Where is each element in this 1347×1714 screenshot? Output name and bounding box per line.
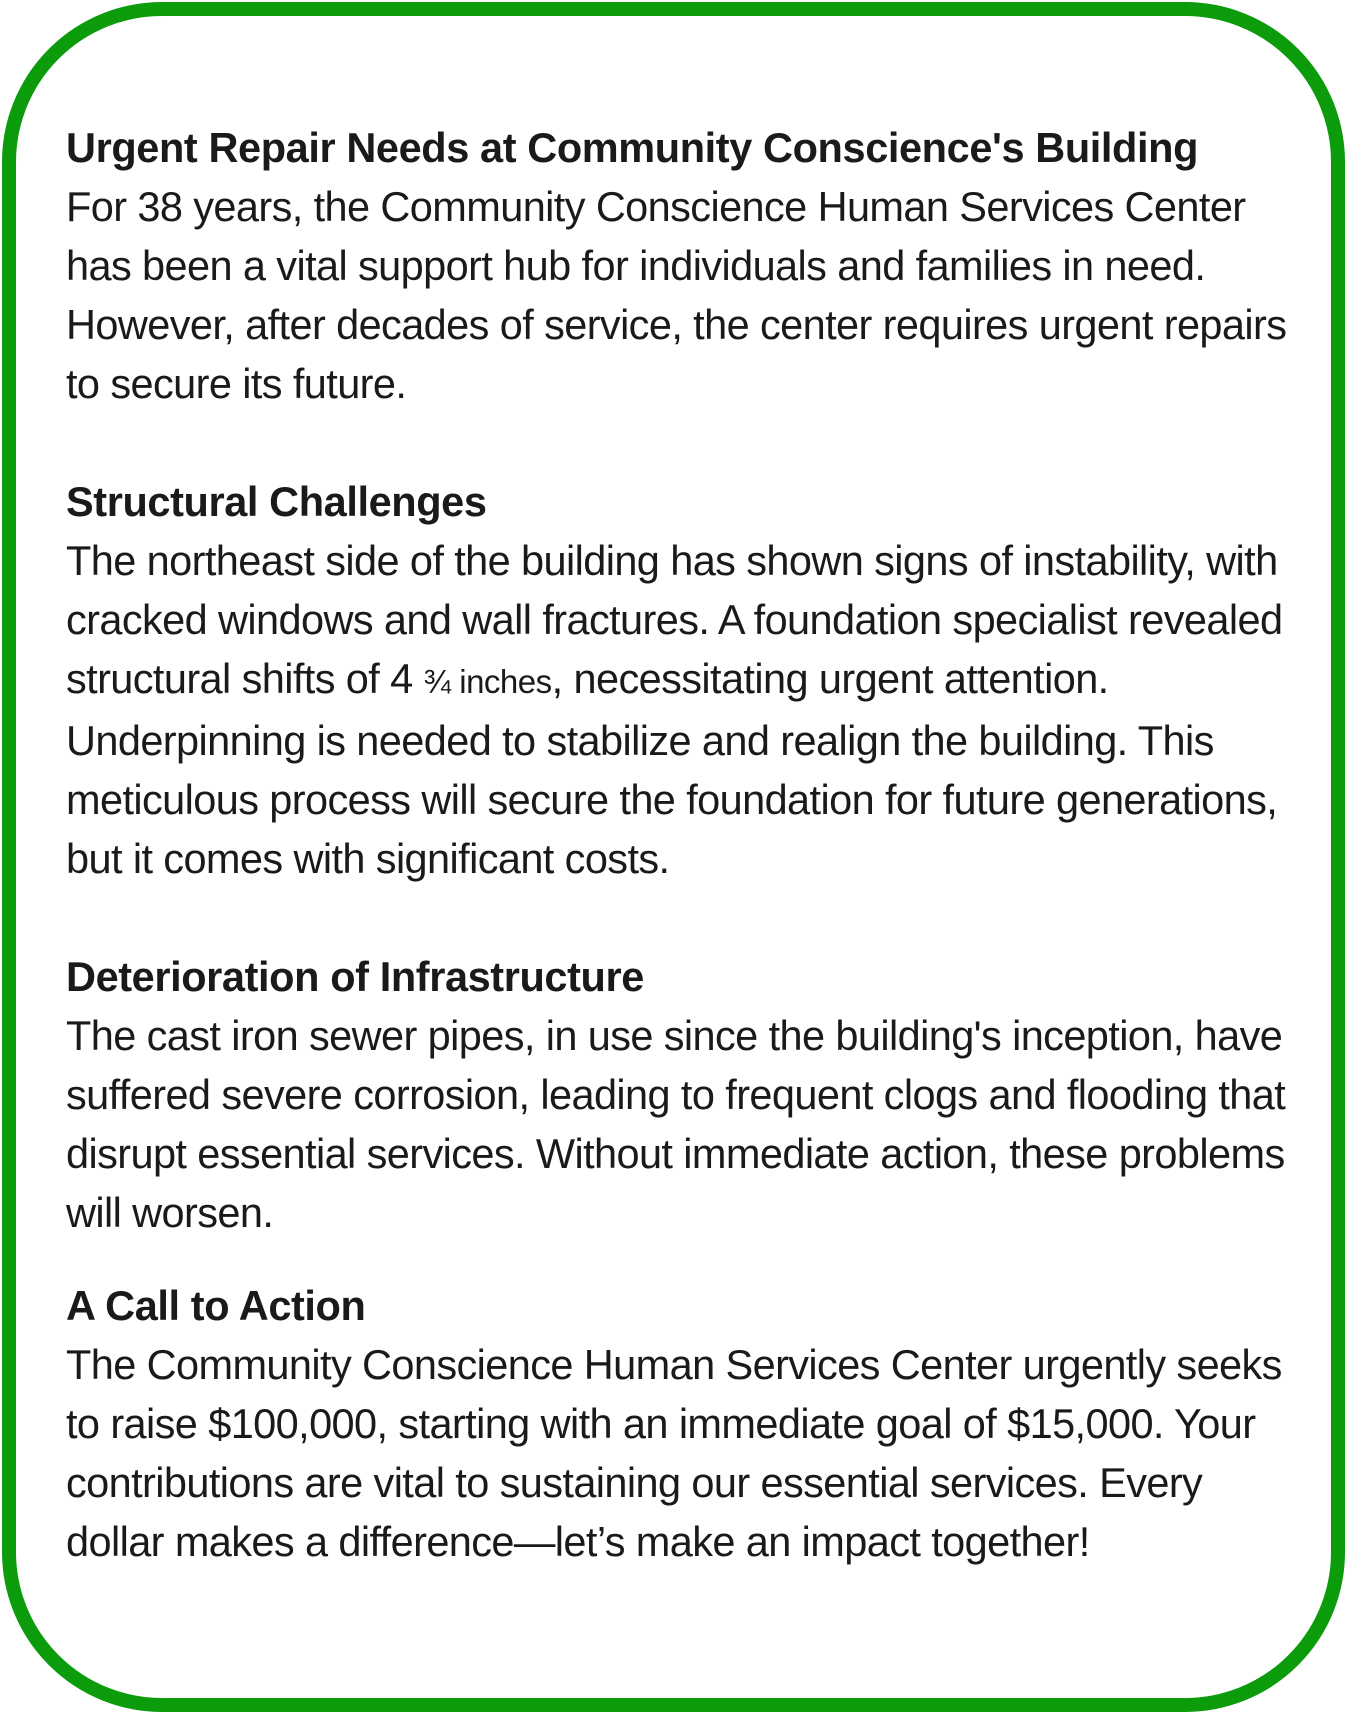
section-heading-call-to-action: A Call to Action bbox=[66, 1282, 366, 1329]
section-body-deterioration: The cast iron sewer pipes, in use since the building's inception, have suffered severe corrosion, leading to frequent clogs and flooding that disrupt essential services. Without immediate action, these problems will worsen. bbox=[66, 1012, 1286, 1236]
structural-measurement: ¾ inches bbox=[423, 663, 552, 700]
flyer-content bbox=[66, 118, 1306, 1571]
section-spacer bbox=[66, 888, 1306, 947]
section-body-urgent-repair: For 38 years, the Community Conscience Human Services Center has been a vital support hub for individuals and families in need. However, after decades of service, the center requires urgent repairs to secure its future. bbox=[66, 183, 1287, 407]
section-spacer bbox=[66, 413, 1306, 472]
section-body-call-to-action: The Community Conscience Human Services Center urgently seeks to raise $100,000, starting with an immediate goal of $15,000. Your contributions are vital to sustaining our essential services. Every dollar makes a difference—let’s make an impact together! bbox=[66, 1341, 1282, 1565]
section-spacer bbox=[66, 1242, 1306, 1276]
section-heading-deterioration: Deterioration of Infrastructure bbox=[66, 953, 644, 1000]
section-heading-structural-challenges: Structural Challenges bbox=[66, 478, 487, 525]
section-heading-urgent-repair: Urgent Repair Needs at Community Conscience's Building bbox=[66, 124, 1199, 171]
section-body-structural-challenges bbox=[66, 531, 1306, 888]
structural-text-start: The northeast side of the building has shown signs of instability, with cracked windows and wall fractures. A foundation specialist revealed structural shifts of 4 bbox=[66, 537, 1283, 702]
structural-text-end: , necessitating urgent attention. Underpinning is needed to stabilize and realign the building. This meticulous process will secure the foundation for future generations, but it comes with significant costs. bbox=[66, 655, 1278, 882]
